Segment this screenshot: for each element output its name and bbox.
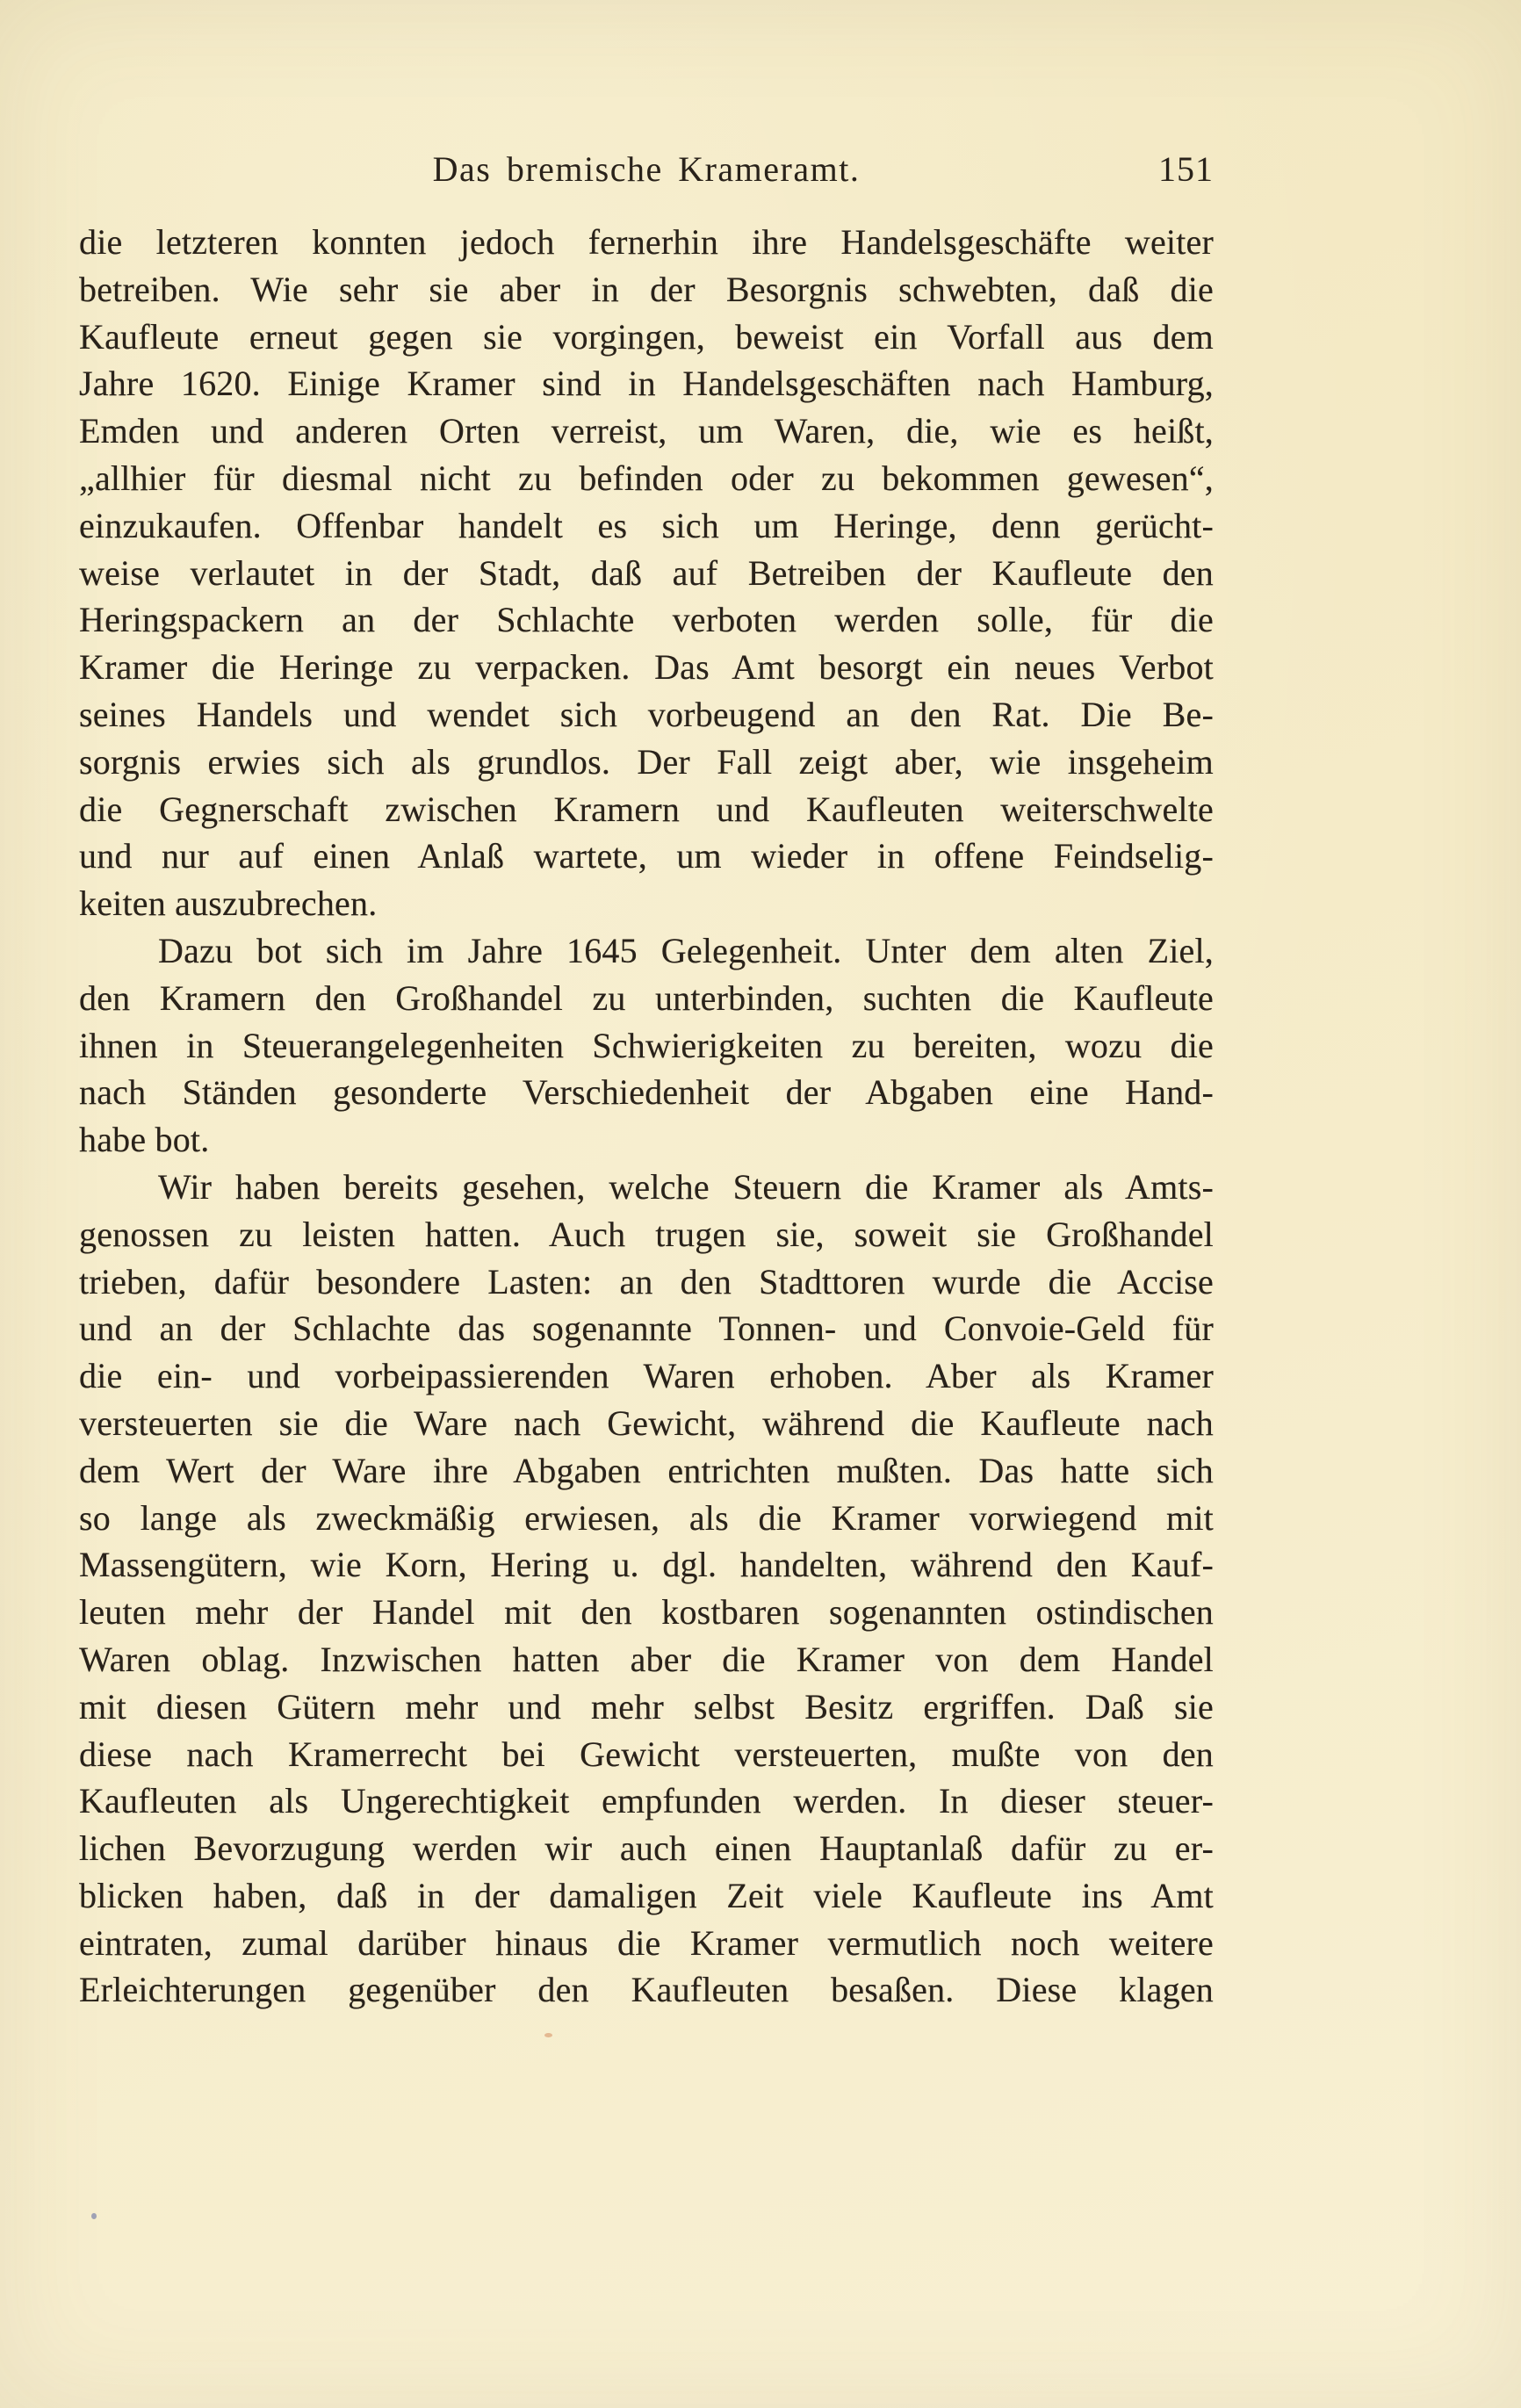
text-line: den Kramern den Großhandel zu unterbinden, suchten die Kaufleute [79,977,1214,1018]
text-line: einzukaufen. Offenbar handelt es sich um Heringe, denn gerücht- [79,505,1214,545]
running-title: Das bremische Krameramt. [432,149,861,189]
text-line: die ein- und vorbeipassierenden Waren erhoben. Aber als Kramer [79,1356,1214,1396]
text-line: Massengütern, wie Korn, Hering u. dgl. handelten, während den Kauf- [79,1545,1214,1585]
text-line: „allhier für diesmal nicht zu befinden oder zu bekommen gewesen“, [79,458,1214,498]
text-line: Jahre 1620. Einige Kramer sind in Handelsgeschäften nach Hamburg, [79,364,1214,404]
text-line: lichen Bevorzugung werden wir auch einen Hauptanlaß dafür zu er- [79,1828,1214,1869]
text-line: keiten auszubrechen. [79,883,378,924]
page-number: 151 [1158,149,1214,189]
text-line: und nur auf einen Anlaß wartete, um wieder in offene Feindselig- [79,836,1214,876]
text-line: trieben, dafür besondere Lasten: an den Stadttoren wurde die Accise [79,1261,1214,1301]
text-line: genossen zu leisten hatten. Auch trugen sie, soweit sie Großhandel [79,1214,1214,1254]
text-line: seines Handels und wendet sich vorbeugend an den Rat. Die Be- [79,694,1214,734]
text-line: die Gegnerschaft zwischen Kramern und Kaufleuten weiterschwelte [79,789,1214,829]
text-line: Erleichterungen gegenüber den Kaufleuten besaßen. Diese klagen [79,1970,1214,2010]
paper-speck [544,2033,552,2037]
text-line: betreiben. Wie sehr sie aber in der Besorgnis schwebten, daß die [79,269,1214,309]
text-line: mit diesen Gütern mehr und mehr selbst Besitz ergriffen. Daß sie [79,1686,1214,1727]
text-line: Emden und anderen Orten verreist, um Waren, die, wie es heißt, [79,411,1214,451]
page-header [79,146,1214,193]
paper-speck [91,2213,97,2219]
text-line: und an der Schlachte das sogenannte Tonnen- und Convoie-Geld für [79,1309,1214,1349]
text-line: eintraten, zumal darüber hinaus die Kramer vermutlich noch weitere [79,1922,1214,1963]
text-line: dem Wert der Ware ihre Abgaben entrichten mußten. Das hatte sich [79,1450,1214,1490]
text-line: so lange als zweckmäßig erwiesen, als die Kramer vorwiegend mit [79,1497,1214,1538]
text-line: Heringspackern an der Schlachte verboten werden solle, für die [79,600,1214,640]
text-line: weise verlautet in der Stadt, daß auf Betreiben der Kaufleute den [79,552,1214,593]
text-line: die letzteren konnten jedoch fernerhin ihre Handelsgeschäfte weiter [79,222,1214,262]
text-line: Wir haben bereits gesehen, welche Steuern die Kramer als Amts- [158,1166,1214,1207]
text-line: Dazu bot sich im Jahre 1645 Gelegenheit. Unter dem alten Ziel, [158,930,1214,970]
text-line: Kaufleute erneut gegen sie vorgingen, beweist ein Vorfall aus dem [79,316,1214,357]
text-line: versteuerten sie die Ware nach Gewicht, während die Kaufleute nach [79,1402,1214,1443]
text-line: habe bot. [79,1120,210,1160]
text-line: Kaufleuten als Ungerechtigkeit empfunden werden. In dieser steuer- [79,1781,1214,1821]
text-line: leuten mehr der Handel mit den kostbaren sogenannten ostindischen [79,1592,1214,1633]
text-line: sorgnis erwies sich als grundlos. Der Fall zeigt aber, wie insgeheim [79,741,1214,782]
text-line: diese nach Kramerrecht bei Gewicht versteuerten, mußte von den [79,1734,1214,1774]
text-line: ihnen in Steuerangelegenheiten Schwierigkeiten zu bereiten, wozu die [79,1025,1214,1065]
text-line: nach Ständen gesonderte Verschiedenheit der Abgaben eine Hand- [79,1072,1214,1113]
body-text [79,219,1214,2014]
text-line: Waren oblag. Inzwischen hatten aber die Kramer von dem Handel [79,1639,1214,1679]
text-line: Kramer die Heringe zu verpacken. Das Amt besorgt ein neues Verbot [79,647,1214,688]
text-line: blicken haben, daß in der damaligen Zeit viele Kaufleute ins Amt [79,1875,1214,1915]
